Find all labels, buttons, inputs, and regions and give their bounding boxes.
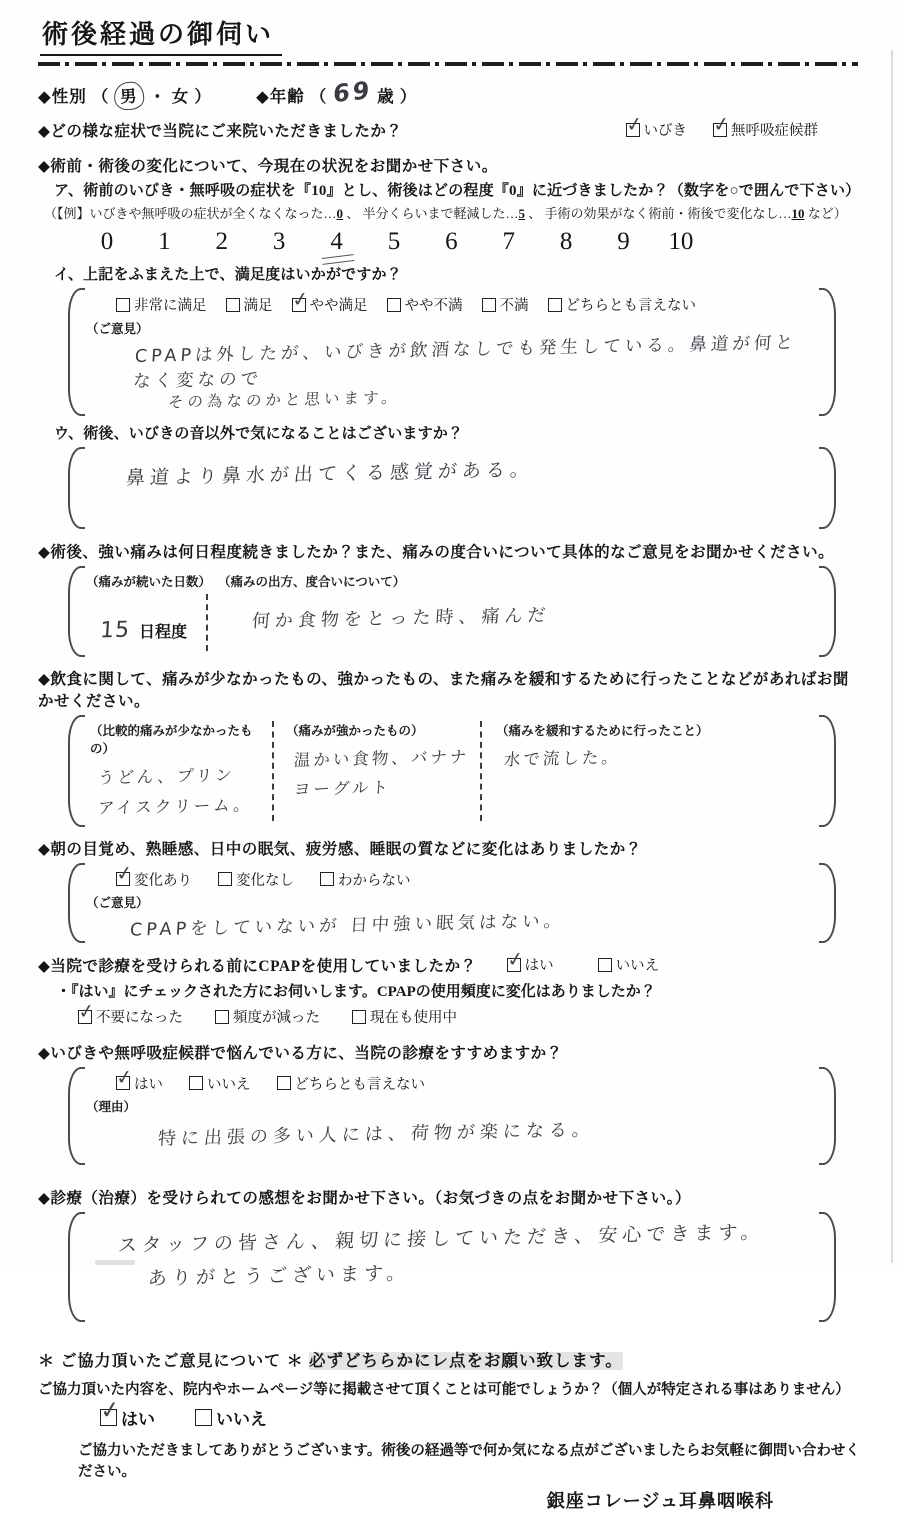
scale-number-1[interactable]: 1 <box>158 228 171 255</box>
eating-col-answers <box>90 757 264 817</box>
satisfaction-answer-box[interactable] <box>68 287 836 417</box>
cpap-options <box>507 954 660 975</box>
cpap-hai-checkbox[interactable] <box>507 958 521 972</box>
satisfaction-comment <box>86 332 800 411</box>
susume-hai-checkbox[interactable] <box>116 1076 130 1090</box>
reason-label: （理由） <box>86 1100 137 1114</box>
satisfaction-options <box>86 294 696 315</box>
scale-number-9[interactable]: 9 <box>617 228 630 255</box>
gender-separator: ・ <box>149 87 167 106</box>
eating-col-label: （比較的痛みが少なかったもの） <box>90 723 253 756</box>
pain-days-unit: 日程度 <box>139 623 188 641</box>
handwritten-line: 鼻道より鼻水が出てくる感覚がある。 <box>125 458 535 489</box>
text-segment: など） <box>804 206 847 221</box>
option-label: はい <box>524 958 554 974</box>
scale-number-7[interactable]: 7 <box>502 228 515 255</box>
option-label: 現在も使用中 <box>370 1010 457 1026</box>
option-mukokyu-shokogun <box>713 119 818 140</box>
text-segment: 10 <box>791 206 805 221</box>
gender-label: ◆性別 <box>38 87 87 106</box>
recommend-reason-handwritten: 特に出張の多い人には、荷物が楽になる。 <box>157 1119 596 1150</box>
susume-iie-checkbox[interactable] <box>189 1076 203 1090</box>
pain-headers <box>86 572 800 590</box>
handwritten-line: うどん、プリン <box>97 765 236 787</box>
yaya-manzoku-checkbox[interactable] <box>292 298 306 312</box>
page-title: 術後経過の御伺い <box>40 14 282 56</box>
ibiki-checkbox[interactable] <box>626 123 640 137</box>
option-hijoni-manzoku <box>116 294 207 315</box>
satisfaction-sub-b: イ、上記をふまえた上で、満足度はいかがですか？ <box>54 267 402 283</box>
pain-detail-label: （痛みの出方、度合いについて） <box>218 574 406 589</box>
option-label: いいえ <box>207 1076 251 1093</box>
option-label: わからない <box>338 872 411 889</box>
paren: （ <box>309 87 328 106</box>
option-label: 不要になった <box>96 1010 183 1026</box>
pain-body <box>86 594 800 651</box>
option-susume-iie <box>189 1073 251 1094</box>
keisai-hai-checkbox[interactable] <box>100 1409 117 1426</box>
text-segment: 必ずどちらかにレ点をお願い致します。 <box>309 1351 623 1370</box>
handwritten-line: スタッフの皆さん、親切に接していただき、安心できます。 <box>117 1220 766 1257</box>
cpap-frequency-row <box>78 1006 862 1029</box>
henka-nashi-checkbox[interactable] <box>218 872 232 886</box>
change-sub-a: ア、術前のいびき・無呼吸の症状を『10』とし、術後はどの程度『0』に近づきましたか？（数字を○で囲んで下さい） <box>54 183 861 199</box>
manzoku-checkbox[interactable] <box>226 298 240 312</box>
scale-number-6[interactable]: 6 <box>445 228 458 255</box>
option-label: いいえ <box>216 1409 267 1429</box>
option-cpap-hai <box>507 954 554 975</box>
gender-male-circled[interactable] <box>114 81 145 111</box>
scale-number-2[interactable]: 2 <box>215 228 229 255</box>
comment-label: （ご意見） <box>86 896 149 910</box>
handwritten-line: その為なのかと思います。 <box>167 388 402 411</box>
symptom-question: ◆どの様な症状で当院にご来院いただきましたか？ <box>38 123 403 140</box>
scan-edge-artifact <box>891 50 893 1263</box>
pain-question: ◆術後、強い痛みは何日程度続きましたか？また、痛みの度合いについて具体的なご意見をお聞かせください。 <box>38 543 835 561</box>
handwritten-line: 温かい食物、バナナ <box>293 746 471 770</box>
recommend-options <box>86 1073 425 1094</box>
title-row <box>38 14 862 56</box>
pain-days-label: （痛みが続いた日数） <box>86 574 212 589</box>
pain-answer-box[interactable] <box>68 565 836 658</box>
text-segment: 、 手術の効果がなく術前・術後で変化なし… <box>525 206 792 221</box>
concerns-sub-c: ウ、術後、いびきの音以外で気になることはございますか？ <box>54 425 464 442</box>
impressions-answer-box[interactable] <box>68 1211 836 1323</box>
footer-heading <box>38 1347 862 1371</box>
option-label: いびき <box>643 123 687 139</box>
dochiratomo-ienai-checkbox[interactable] <box>548 298 562 312</box>
option-label: はい <box>134 1076 163 1093</box>
sleep-comment-handwritten: CPAPをしていないが 日中強い眠気はない。 <box>129 911 566 941</box>
genzai-mo-shiyochu-checkbox[interactable] <box>352 1010 366 1024</box>
fuyo-ni-natta-checkbox[interactable] <box>78 1010 92 1024</box>
scale-number-0[interactable]: 0 <box>100 228 114 255</box>
cpap-iie-checkbox[interactable] <box>598 958 612 972</box>
publish-question: ご協力頂いた内容を、院内やホームページ等に掲載させて頂くことは可能でしょうか？（個人が特定される事はありません） <box>38 1381 850 1398</box>
impressions-question: ◆診療（治療）を受けられての感想をお聞かせ下さい。（お気づきの点をお聞かせ下さい。） <box>38 1189 691 1207</box>
keisai-iie-checkbox[interactable] <box>195 1409 212 1426</box>
gender-female-label[interactable]: 女 <box>171 87 190 106</box>
change-example <box>44 203 862 222</box>
text-segment: 、 半分くらいまで軽減した… <box>343 206 519 221</box>
symptom-row <box>38 119 862 141</box>
profile-row <box>38 75 862 110</box>
text-segment: （【例】いびきや無呼吸の症状が全くなくなった… <box>44 206 337 221</box>
age-unit: 歳 <box>377 87 395 106</box>
eating-answer-box[interactable] <box>68 714 836 828</box>
scale-number-5[interactable]: 5 <box>387 228 401 255</box>
mukokyu-shokogun-checkbox[interactable] <box>713 123 727 137</box>
option-susume-dochira <box>277 1073 426 1094</box>
option-label: どちらとも言えない <box>294 1076 425 1093</box>
hijoni-manzoku-checkbox[interactable] <box>116 298 130 312</box>
option-ibiki <box>626 119 688 140</box>
sleep-question: ◆朝の目覚め、熟睡感、日中の眠気、疲労感、睡眠の質などに変化はありましたか？ <box>38 840 642 858</box>
recommend-question: ◆いびきや無呼吸症候群で悩んでいる方に、当院の診療をすすめますか？ <box>38 1044 563 1062</box>
recommend-answer-box[interactable] <box>68 1066 836 1166</box>
option-label: はい <box>121 1409 155 1429</box>
option-keisai-iie <box>195 1405 267 1430</box>
option-label: やや不満 <box>404 298 463 314</box>
pain-detail-cell[interactable] <box>208 594 551 651</box>
hindo-ga-hetta-checkbox[interactable] <box>215 1010 229 1024</box>
text-segment: 0 <box>336 206 344 221</box>
eating-col-label: （痛みを緩和するために行ったこと） <box>496 723 709 738</box>
eating-relief-column[interactable] <box>480 721 806 821</box>
henka-ari-checkbox[interactable] <box>116 872 130 886</box>
comment-label: （ご意見） <box>86 321 149 336</box>
option-label: 変化なし <box>236 872 294 889</box>
handwritten-line: アイスクリーム。 <box>97 794 254 818</box>
option-fuyo-ni-natta <box>78 1006 183 1027</box>
option-genzai-mo-shiyochu <box>352 1006 457 1027</box>
option-yaya-manzoku <box>292 294 368 315</box>
handwritten-line: ありがとうございます。 <box>147 1261 412 1290</box>
option-label: いいえ <box>615 958 660 974</box>
option-label: 不満 <box>499 298 529 314</box>
scale-number-4[interactable]: 4 <box>324 228 350 256</box>
paren: ） <box>194 87 212 106</box>
option-yaya-fuman <box>387 294 463 315</box>
pain-days-value-handwritten: 15 <box>99 617 131 643</box>
cpap-row <box>38 954 862 976</box>
sleep-answer-box[interactable] <box>68 862 836 945</box>
option-label: 変化あり <box>134 872 192 889</box>
option-manzoku <box>226 294 273 315</box>
option-label: 非常に満足 <box>134 298 207 314</box>
eating-col-answers <box>286 739 472 799</box>
eating-col-answers <box>496 739 798 769</box>
eating-more-pain-column[interactable] <box>272 721 480 821</box>
impressions-answer <box>86 1218 800 1288</box>
fuman-checkbox[interactable] <box>482 298 496 312</box>
symptom-options <box>626 119 819 140</box>
option-cpap-iie <box>598 954 660 975</box>
option-susume-hai <box>116 1073 163 1094</box>
paren: ） <box>399 87 418 106</box>
paren: （ <box>91 87 110 106</box>
option-fuman <box>482 294 529 315</box>
handwritten-line: ヨーグルト <box>293 777 392 799</box>
clinic-name: 銀座コレージュ耳鼻咽喉科 <box>546 1490 774 1511</box>
option-label: 満足 <box>243 298 273 314</box>
eating-question: ◆飲食に関して、痛みが少なかったもの、強かったもの、また痛みを緩和するために行ったことなどがあればお聞かせください。 <box>38 670 849 710</box>
susume-dochira-checkbox[interactable] <box>277 1076 291 1090</box>
scale-number-10[interactable]: 10 <box>668 228 694 255</box>
sleep-options <box>86 869 411 890</box>
handwritten-line: CPAPは外したが、いびきが飲酒なしでも発生している。鼻道が何となく変なので <box>132 332 798 392</box>
wakaranai-checkbox[interactable] <box>320 872 334 886</box>
age-value-handwritten: 69 <box>332 75 373 109</box>
text-segment: 5 <box>518 206 526 221</box>
option-henka-nashi <box>218 869 294 890</box>
gender-male-label: 男 <box>119 86 139 107</box>
cpap-followup-question: ・『はい』にチェックされた方にお伺いします。CPAPの使用頻度に変化はありましたか？ <box>56 984 656 1000</box>
option-dochiratomo-ienai <box>548 294 697 315</box>
severity-scale <box>94 228 694 256</box>
option-label: 無呼吸症候群 <box>731 123 818 139</box>
scale-number-3[interactable]: 3 <box>272 228 286 255</box>
eating-less-pain-column[interactable] <box>86 721 272 821</box>
concerns-answer <box>86 453 800 489</box>
closing-message: ご協力いただきましてありがとうございます。術後の経過等で何か気になる点がございましたらお気軽に御問い合わせください。 <box>78 1442 860 1480</box>
publish-options <box>100 1405 267 1430</box>
change-heading: ◆術前・術後の変化について、今現在の状況をお聞かせ下さい。 <box>38 158 498 175</box>
scale-number-8[interactable]: 8 <box>559 228 573 255</box>
option-label: やや満足 <box>309 298 368 314</box>
option-label: どちらとも言えない <box>565 298 696 314</box>
yaya-fuman-checkbox[interactable] <box>387 298 401 312</box>
cpap-frequency-options <box>78 1006 457 1027</box>
concerns-answer-box[interactable] <box>68 446 836 530</box>
option-henka-ari <box>116 869 192 890</box>
pain-days-cell[interactable] <box>86 594 208 651</box>
pain-detail-handwritten: 何か食物をとった時、痛んだ <box>251 604 552 632</box>
dash-dot-rule <box>38 62 858 66</box>
option-wakaranai <box>320 869 411 890</box>
text-segment: ＊ ご協力頂いたご意見について ＊ <box>38 1352 310 1370</box>
option-keisai-hai <box>100 1405 155 1430</box>
handwritten-line: 水で流した。 <box>503 747 622 769</box>
recommend-reason-label-row <box>86 1097 800 1116</box>
eating-col-label: （痛みが強かったもの） <box>286 723 424 738</box>
publish-options-row <box>38 1399 862 1431</box>
option-hindo-ga-hetta <box>215 1006 320 1027</box>
option-label: 頻度が減った <box>233 1010 320 1026</box>
age-label: ◆年齢 <box>256 87 305 106</box>
cpap-question: ◆当院で診療を受けられる前にCPAPを使用していましたか？ <box>38 958 477 975</box>
